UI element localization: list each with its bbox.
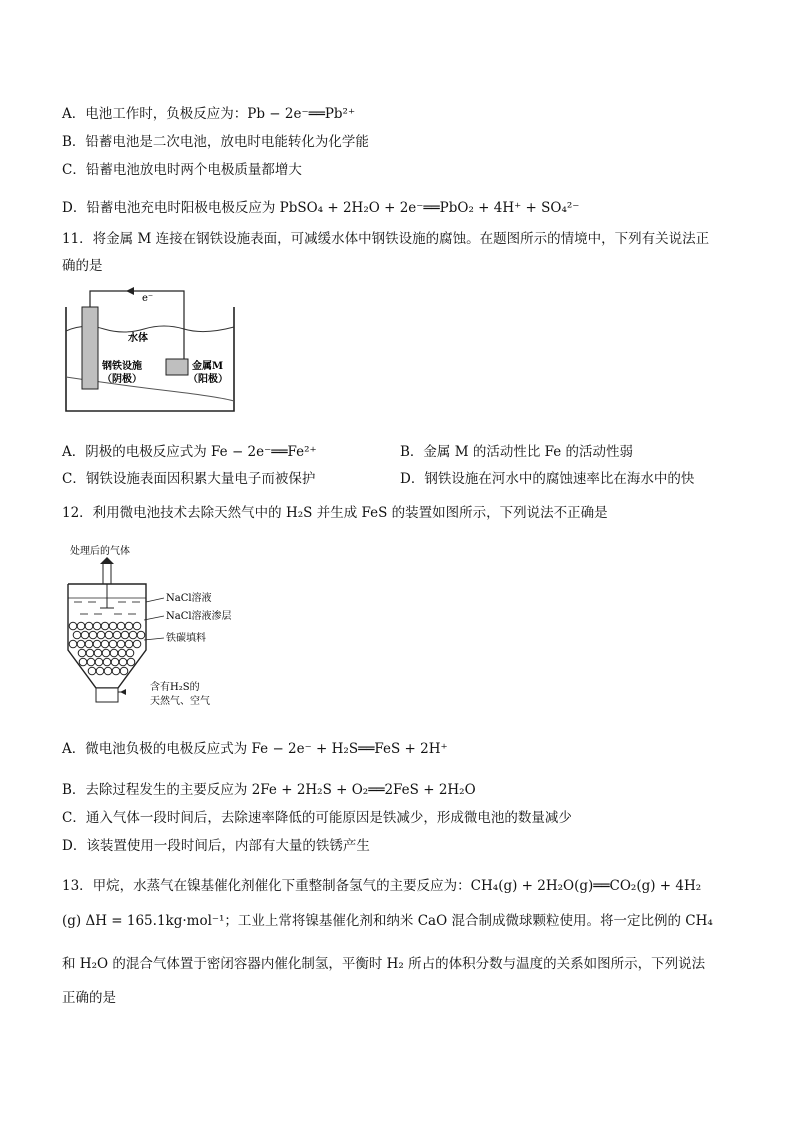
water-label: 水体 bbox=[128, 333, 148, 344]
metal-m bbox=[166, 359, 188, 375]
wire bbox=[90, 291, 184, 359]
nacl-layer-label: NaCl溶液渗层 bbox=[166, 611, 232, 622]
outlet-arrow bbox=[100, 557, 114, 564]
filler-label: 铁碳填料 bbox=[166, 633, 206, 644]
inlet-arrow bbox=[120, 689, 126, 695]
q11-option-b: B．金属 M 的活动性比 Fe 的活动性弱 bbox=[400, 444, 634, 460]
q13-line4: 正确的是 bbox=[62, 990, 116, 1006]
q11-stem-line1: 11．将金属 M 连接在钢铁设施表面，可减缓水体中钢铁设施的腐蚀。在题图所示的情境中，下列有关说法正 bbox=[62, 231, 710, 247]
electron-arrow bbox=[126, 287, 134, 295]
q13-line1: 13．甲烷，水蒸气在镍基催化剂催化下重整制备氢气的主要反应为：CH₄(g) + 2H₂O(g)══CO₂(g) + 4H₂ bbox=[62, 878, 702, 894]
outlet-tube bbox=[103, 562, 111, 584]
q11-option-a: A．阴极的电极反应式为 Fe − 2e⁻══Fe²⁺ bbox=[62, 444, 317, 460]
steel-label-cathode: （阴极） bbox=[102, 374, 142, 385]
q11-stem-line2: 确的是 bbox=[62, 258, 103, 274]
q12-option-a: A．微电池负极的电极反应式为 Fe − 2e⁻ + H₂S══FeS + 2H⁺ bbox=[62, 741, 448, 757]
q10-option-c: C．铅蓄电池放电时两个电极质量都增大 bbox=[62, 162, 302, 178]
q10-option-d: D．铅蓄电池充电时阳极电极反应为 PbSO₄ + 2H₂O + 2e⁻══PbO₂ + 4H⁺ + SO₄²⁻ bbox=[62, 200, 580, 216]
q12-option-c: C．通入气体一段时间后，去除速率降低的可能原因是铁减少，形成微电池的数量减少 bbox=[62, 810, 572, 826]
out-gas-label: 处理后的气体 bbox=[70, 546, 130, 557]
q12-stem: 12．利用微电池技术去除天然气中的 H₂S 并生成 FeS 的装置如图所示，下列说法不正确是 bbox=[62, 505, 608, 521]
inlet-tube bbox=[96, 688, 118, 702]
q12-microbattery-figure bbox=[60, 540, 260, 715]
q11-option-d: D．钢铁设施在河水中的腐蚀速率比在海水中的快 bbox=[400, 471, 695, 487]
q12-option-b: B．去除过程发生的主要反应为 2Fe + 2H₂S + O₂══2FeS + 2H₂O bbox=[62, 782, 476, 798]
steel-facility bbox=[82, 307, 98, 389]
steel-label: 钢铁设施 bbox=[102, 361, 142, 372]
electron-label: e⁻ bbox=[142, 293, 154, 304]
q11-option-c: C．钢铁设施表面因积累大量电子而被保护 bbox=[62, 471, 316, 487]
q11-corrosion-figure bbox=[60, 285, 240, 415]
q10-option-b: B．铅蓄电池是二次电池，放电时电能转化为化学能 bbox=[62, 134, 369, 150]
metal-label-anode: （阳极） bbox=[188, 374, 228, 385]
in-gas-label-2: 天然气、空气 bbox=[150, 696, 210, 707]
q12-option-d: D．该装置使用一段时间后，内部有大量的铁锈产生 bbox=[62, 838, 370, 854]
in-gas-label-1: 含有H₂S的 bbox=[150, 682, 200, 693]
q13-line3: 和 H₂O 的混合气体置于密闭容器内催化制氢，平衡时 H₂ 所占的体积分数与温度的关系如图所示，下列说法 bbox=[62, 956, 706, 972]
metal-label: 金属M bbox=[192, 361, 224, 372]
q13-line2: (g) ΔH = 165.1kg·mol⁻¹；工业上常将镍基催化剂和纳米 CaO 混合制成微球颗粒使用。将一定比例的 CH₄ bbox=[62, 913, 713, 929]
q10-option-a: A．电池工作时，负极反应为：Pb − 2e⁻══Pb²⁺ bbox=[62, 106, 356, 122]
nacl-label: NaCl溶液 bbox=[166, 593, 212, 604]
